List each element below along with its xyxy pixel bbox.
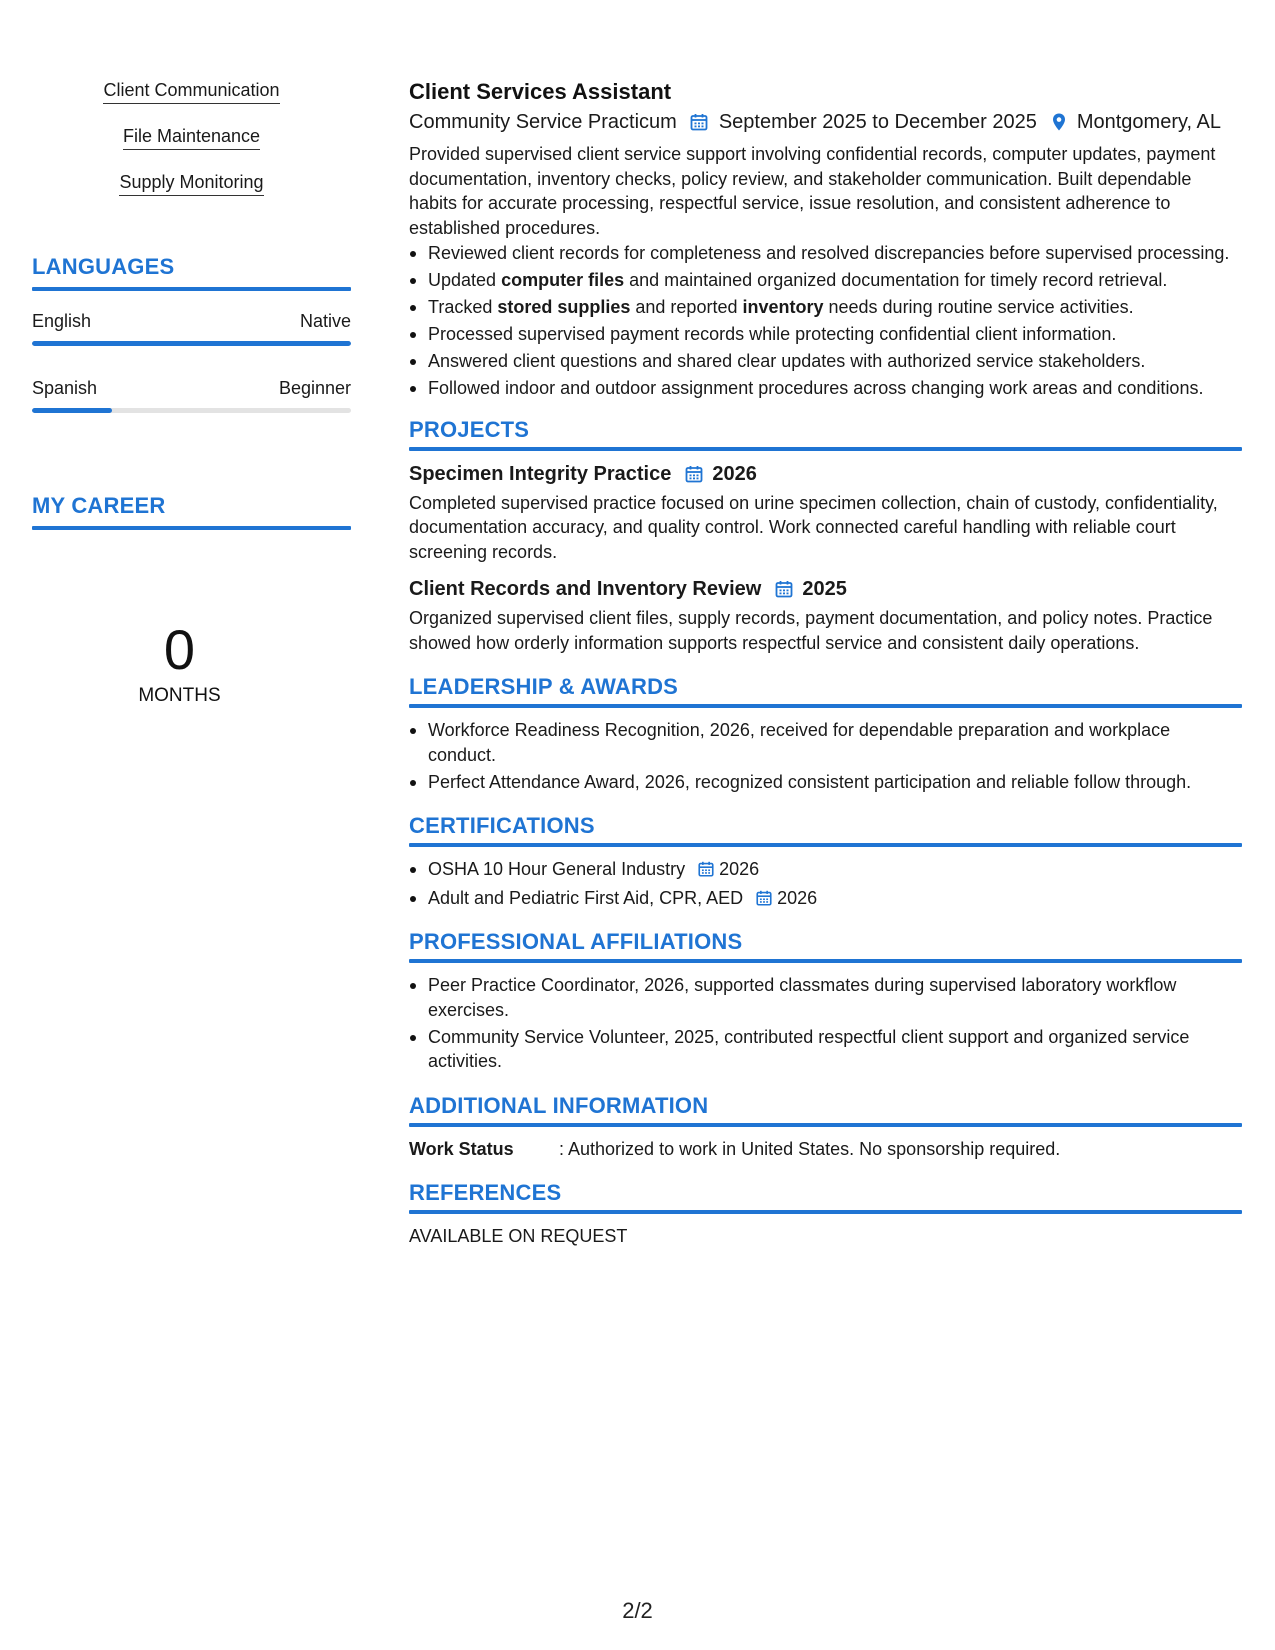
sidebar: [32, 78, 351, 706]
leadership-heading: LEADERSHIP & AWARDS: [409, 674, 679, 699]
projects-section: [409, 416, 1242, 656]
references-section: [409, 1179, 1242, 1249]
section-divider: [409, 1123, 1242, 1127]
calendar-icon: [689, 112, 709, 132]
certifications-section: [409, 812, 1242, 910]
section-divider: [32, 287, 351, 291]
organization: Community Service Practicum: [409, 111, 677, 133]
additional-info-heading: ADDITIONAL INFORMATION: [409, 1092, 709, 1118]
skill-list: [32, 78, 351, 216]
section-divider: [32, 526, 351, 530]
project-name: Specimen Integrity Practice: [409, 462, 672, 485]
page-number: 2/2: [622, 1598, 653, 1623]
career-length-value: 0: [163, 618, 196, 681]
section-divider: [409, 843, 1242, 847]
language-item: [32, 309, 351, 346]
project-description: Organized supervised client files, supply records, payment documentation, and policy notes. Practice showed how orderly information supports respectful service and consistent daily operations.: [409, 608, 1213, 653]
job-dates: September 2025 to December 2025: [718, 111, 1037, 133]
languages-heading: LANGUAGES: [32, 254, 175, 279]
bullet-item: Tracked stored supplies and reported inventory needs during routine service activities.: [409, 295, 1242, 320]
section-divider: [409, 1210, 1242, 1214]
calendar-icon: [774, 579, 794, 599]
bullet-item: Followed indoor and outdoor assignment procedures across changing work areas and conditions.: [409, 376, 1242, 401]
main-content: [409, 78, 1242, 1248]
bullet-item: Reviewed client records for completeness and resolved discrepancies before supervised processing.: [409, 241, 1242, 266]
experience-entry: [409, 78, 1242, 401]
job-title: Client Services Assistant: [409, 79, 672, 104]
calendar-icon: [684, 464, 704, 484]
career-length-unit: MONTHS: [138, 685, 221, 706]
project-year: 2025: [802, 578, 847, 600]
project-item: [409, 461, 1242, 565]
bullet-item: Updated computer files and maintained organized documentation for timely record retrieval.: [409, 268, 1242, 293]
calendar-icon: [697, 860, 715, 878]
language-level: Beginner: [278, 378, 351, 398]
bullet-item: Processed supervised payment records while protecting confidential client information.: [409, 322, 1242, 347]
leadership-list: [409, 718, 1242, 794]
additional-info-section: [409, 1092, 1242, 1161]
job-bullets: [409, 241, 1242, 401]
section-divider: [409, 704, 1242, 708]
certification-name: OSHA 10 Hour General Industry: [428, 859, 686, 879]
certification-item: [409, 857, 1242, 882]
career-section: [32, 492, 351, 530]
language-name: Spanish: [32, 378, 98, 398]
skill-item: Supply Monitoring: [119, 170, 263, 196]
certifications-heading: CERTIFICATIONS: [409, 813, 595, 838]
project-name: Client Records and Inventory Review: [409, 578, 762, 600]
list-item: Perfect Attendance Award, 2026, recognized consistent participation and reliable follow through.: [409, 770, 1242, 795]
project-item: [409, 576, 1242, 655]
language-proficiency-fill: [32, 408, 112, 413]
language-proficiency-fill: [32, 341, 351, 346]
bullet-item: Answered client questions and shared clear updates with authorized service stakeholders.: [409, 349, 1242, 374]
skill-item: File Maintenance: [123, 124, 260, 150]
job-location: Montgomery, AL: [1076, 111, 1221, 133]
references-text: AVAILABLE ON REQUEST: [409, 1225, 628, 1246]
job-summary: Provided supervised client service support involving confidential records, computer updates, payment documentation, inventory checks, policy review, and stakeholder communication. Built dependable habits for accurate processing, respectful service, issue resolution, and consistent adherence to established procedures.: [409, 144, 1216, 238]
list-item: Community Service Volunteer, 2025, contributed respectful client support and organized service activities.: [409, 1025, 1242, 1074]
job-meta: [409, 108, 1242, 136]
info-row: [409, 1137, 1242, 1161]
language-proficiency-bar: [32, 341, 351, 346]
certification-year: 2026: [719, 859, 760, 879]
info-value: : Authorized to work in United States. No sponsorship required.: [559, 1138, 1061, 1159]
career-heading: MY CAREER: [32, 493, 166, 518]
affiliations-section: [409, 928, 1242, 1074]
projects-heading: PROJECTS: [409, 416, 530, 442]
leadership-section: [409, 673, 1242, 794]
project-year: 2026: [712, 462, 757, 485]
references-heading: REFERENCES: [409, 1179, 562, 1205]
section-divider: [409, 959, 1242, 963]
certifications-list: [409, 857, 1242, 910]
language-item: [32, 376, 351, 413]
skill-item: Client Communication: [103, 78, 279, 104]
language-proficiency-bar: [32, 408, 351, 413]
info-label: Work Status: [409, 1138, 514, 1159]
project-description: Completed supervised practice focused on urine specimen collection, chain of custody, confidentiality, documentation accuracy, and quality control. Work connected careful handling with reliable court screening records.: [409, 492, 1218, 562]
language-name: English: [32, 311, 92, 331]
list-item: Workforce Readiness Recognition, 2026, received for dependable preparation and workplace conduct.: [409, 718, 1242, 767]
languages-section: [32, 253, 351, 413]
certification-year: 2026: [777, 887, 818, 908]
list-item: Peer Practice Coordinator, 2026, supported classmates during supervised laboratory workflow exercises.: [409, 973, 1242, 1022]
language-level: Native: [299, 311, 351, 331]
affiliations-heading: PROFESSIONAL AFFILIATIONS: [409, 929, 743, 954]
section-divider: [409, 447, 1242, 451]
map-pin-icon: [1049, 112, 1069, 132]
affiliations-list: [409, 973, 1242, 1074]
certification-item: [409, 886, 1242, 911]
calendar-icon: [755, 889, 773, 907]
certification-name: Adult and Pediatric First Aid, CPR, AED: [428, 887, 744, 908]
